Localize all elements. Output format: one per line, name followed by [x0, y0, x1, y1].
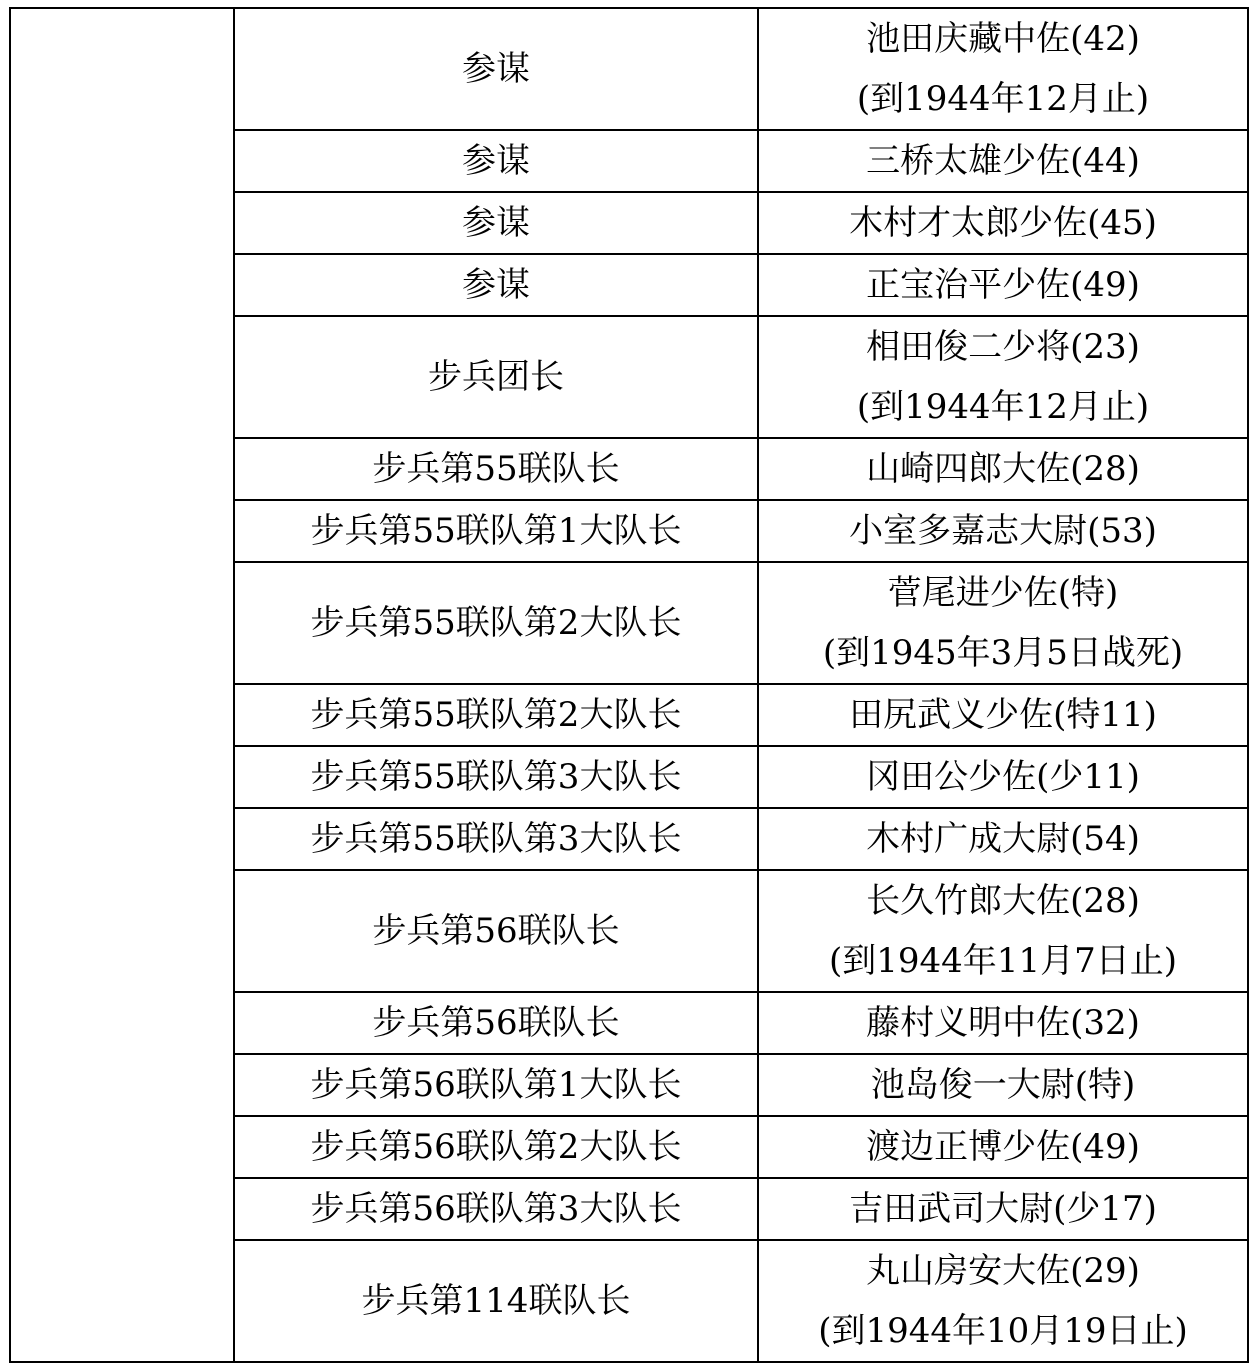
position-cell: 步兵第56联队长	[234, 992, 758, 1054]
officer-name: 山崎四郎大佐(28)	[866, 449, 1140, 489]
officer-name: 三桥太雄少佐(44)	[866, 141, 1140, 181]
officer-name: 菅尾进少佐(特)	[887, 573, 1119, 613]
officer-name: 正宝治平少佐(49)	[866, 265, 1140, 305]
position-cell: 步兵第56联队长	[234, 870, 758, 992]
officer-note: (到1944年12月止)	[856, 387, 1150, 427]
officer-name: 藤村义明中佐(32)	[866, 1003, 1140, 1043]
position-cell: 步兵第55联队第2大队长	[234, 562, 758, 684]
officer-name: 长久竹郎大佐(28)	[866, 881, 1140, 921]
position-cell: 步兵第56联队第3大队长	[234, 1178, 758, 1240]
officer-cell	[758, 808, 1248, 870]
position-cell: 步兵第55联队长	[234, 438, 758, 500]
officer-cell	[758, 562, 1248, 684]
officer-cell	[758, 316, 1248, 438]
position-cell: 步兵第55联队第3大队长	[234, 808, 758, 870]
officer-cell	[758, 192, 1248, 254]
position-cell: 步兵第56联队第1大队长	[234, 1054, 758, 1116]
officer-cell	[758, 500, 1248, 562]
officer-name: 木村才太郎少佐(45)	[849, 203, 1157, 243]
officer-cell	[758, 746, 1248, 808]
officer-name: 小室多嘉志大尉(53)	[849, 511, 1157, 551]
position-cell: 步兵第55联队第1大队长	[234, 500, 758, 562]
officer-cell	[758, 684, 1248, 746]
position-cell: 参谋	[234, 130, 758, 192]
officer-name: 冈田公少佐(少11)	[866, 757, 1140, 797]
officer-name: 丸山房安大佐(29)	[866, 1251, 1140, 1291]
officer-cell	[758, 130, 1248, 192]
position-cell: 步兵团长	[234, 316, 758, 438]
officer-cell	[758, 1116, 1248, 1178]
officer-cell	[758, 870, 1248, 992]
position-cell: 参谋	[234, 192, 758, 254]
position-cell: 步兵第114联队长	[234, 1240, 758, 1362]
position-cell: 步兵第56联队第2大队长	[234, 1116, 758, 1178]
blank-left-column	[10, 8, 234, 1362]
officer-name: 相田俊二少将(23)	[866, 327, 1140, 367]
officer-note: (到1944年11月7日止)	[829, 941, 1177, 981]
officer-cell	[758, 8, 1248, 130]
officer-note: (到1944年10月19日止)	[818, 1311, 1188, 1351]
officer-cell	[758, 992, 1248, 1054]
officer-cell	[758, 438, 1248, 500]
officer-name: 田尻武义少佐(特11)	[849, 695, 1157, 735]
officer-table	[9, 7, 1249, 1363]
officer-note: (到1944年12月止)	[856, 79, 1150, 119]
officer-table-container	[9, 7, 1247, 1351]
officer-name: 池田庆藏中佐(42)	[866, 19, 1140, 59]
position-cell: 参谋	[234, 8, 758, 130]
position-cell: 步兵第55联队第3大队长	[234, 746, 758, 808]
position-cell: 参谋	[234, 254, 758, 316]
officer-cell	[758, 254, 1248, 316]
position-cell: 步兵第55联队第2大队长	[234, 684, 758, 746]
officer-name: 渡边正博少佐(49)	[866, 1127, 1140, 1167]
officer-cell	[758, 1178, 1248, 1240]
officer-note: (到1945年3月5日战死)	[822, 633, 1184, 673]
officer-name: 池岛俊一大尉(特)	[870, 1065, 1136, 1105]
officer-name: 木村广成大尉(54)	[866, 819, 1140, 859]
table-row	[10, 8, 1248, 130]
officer-cell	[758, 1240, 1248, 1362]
officer-name: 吉田武司大尉(少17)	[849, 1189, 1157, 1229]
officer-cell	[758, 1054, 1248, 1116]
